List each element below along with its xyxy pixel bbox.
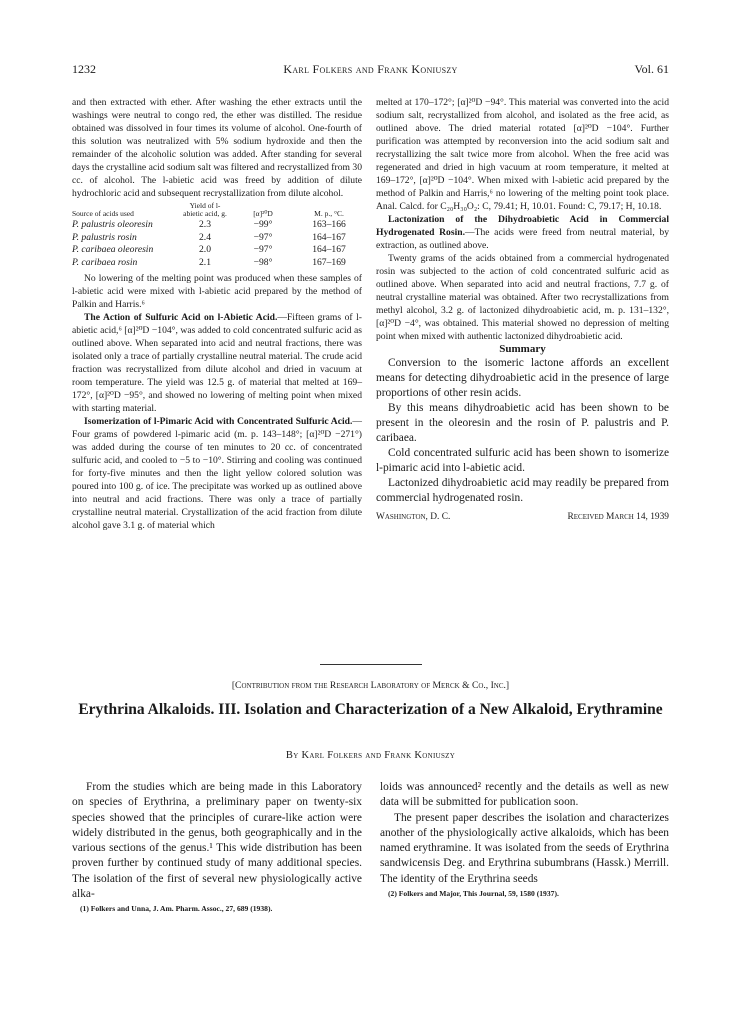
cell-mp: 167–169 — [312, 256, 346, 268]
right-column — [376, 96, 669, 524]
article-left-column — [72, 780, 362, 914]
summary-item: Conversion to the isomeric lactone affords an excellent means for detecting dihydroabietic acid in the presence of large proportions of other resin acids. — [376, 357, 669, 399]
footnote: (1) Folkers and Unna, J. Am. Pharm. Assoc., 27, 689 (1938). — [80, 904, 273, 914]
paragraph: The Action of Sulfuric Acid on l-Abietic Acid.—Fifteen grams of l-abietic acid,⁶ [α]²⁰D −104°, was added to cold concentrated sulfuric acid as outlined above. When separated into acid and neutral fractions, there was isolated only a trace of partially crystalline neutral material. The crude acid fraction was recrystallized from dilute alcohol and dried in vacuum at room temperature. The yield was 12.5 g. of material that melted at 169–172°, [α]²⁰D −95°, and showed no lowering of melting point when mixed with starting material. — [72, 312, 362, 414]
signature-line — [376, 511, 669, 524]
section-heading: Lactonization of the Dihydroabietic Acid in Commercial Hydrogenated Rosin. — [376, 214, 669, 238]
section-heading: The Action of Sulfuric Acid on l-Abietic Acid. — [84, 312, 278, 323]
contribution-line: [Contribution from the Research Laboratory of Merck & Co., Inc.] — [231, 680, 510, 691]
col-header-source: Source of acids used — [72, 209, 134, 218]
volume-label: Vol. 61 — [634, 62, 669, 76]
paragraph: The present paper describes the isolation and characterizes another of the physiologically active alkaloids, which has been named erythramine. It was isolated from the seeds of Erythrina sandwicensis Deg. and Erythrina subumbrans (Hassk.) Merrill. The identity of the Erythrina seeds — [380, 811, 669, 885]
cell-mp: 164–167 — [312, 231, 346, 243]
cell-rotation: −98° — [253, 256, 273, 268]
col-header-rotation: [α]²⁰D — [253, 209, 273, 218]
page-header — [72, 62, 669, 78]
cell-rotation: −97° — [253, 244, 273, 255]
col-header-yield: Yield of l-abietic acid, g. — [183, 201, 227, 218]
paragraph: melted at 170–172°; [α]²⁰D −94°. This material was converted into the acid sodium salt, recrystallized from alcohol, and isolated as the free acid, as outlined above. The dried material rotated [α]²⁰D −104°. Further purification was attempted by reconversion into the acid sodium salt and recrystallizing the salt twice more from alcohol. When the free acid was regenerated and dried in high vacuum at room temperature, it melted at 169–172°, [α]²⁰D −104°. When mixed with l-abietic acid prepared by the method of Palkin and Harris,⁶ no lowering of the melting point took place. Anal. Calcd. for C₂₀H₃₀O₂: C, 79.41; H, 10.01. Found: C, 79.17; H, 10.18. — [376, 97, 669, 212]
summary-item: Cold concentrated sulfuric acid has been shown to isomerize l-pimaric acid into l-abietic acid. — [376, 447, 669, 474]
summary-title: Summary — [499, 343, 546, 355]
table-row — [72, 244, 362, 257]
cell-mp: 164–167 — [312, 244, 346, 255]
running-title: Karl Folkers and Frank Koniuszy — [283, 62, 458, 76]
table-row — [72, 219, 362, 232]
cell-yield: 2.4 — [199, 231, 211, 243]
divider — [320, 664, 422, 665]
summary-section — [376, 356, 669, 506]
cell-yield: 2.1 — [199, 256, 211, 268]
paragraph: loids was announced² recently and the details as well as new data will be submitted for publication soon. — [380, 781, 669, 809]
cell-yield: 2.3 — [199, 219, 211, 230]
paragraph: No lowering of the melting point was produced when these samples of l-abietic acid were mixed with l-abietic acid prepared by the method of Palkin and Harris.⁶ — [72, 273, 362, 310]
col-header-mp: M. p., °C. — [314, 209, 344, 218]
cell-source: P. caribaea rosin — [72, 256, 138, 268]
abietic-acid-table — [72, 200, 362, 269]
cell-rotation: −99° — [253, 219, 273, 230]
table-row — [72, 257, 362, 270]
section-heading: Isomerization of l-Pimaric Acid with Concentrated Sulfuric Acid. — [84, 416, 353, 427]
left-column — [72, 96, 362, 532]
paragraph: From the studies which are being made in this Laboratory on species of Erythrina, a preliminary paper on twenty-six species showed that the principles of curare-like action were widely distributed in the genus, both geographically and in the various sections of the genus.¹ This wide distribution has been proven further by continued study of many additional species. The isolation of the first of several new physiologically active alka- — [72, 781, 362, 901]
sign-place: Washington, D. C. — [376, 512, 451, 522]
cell-rotation: −97° — [253, 231, 273, 243]
footnote: (2) Folkers and Major, This Journal, 59, 1580 (1937). — [388, 889, 559, 899]
page-number: 1232 — [72, 62, 96, 76]
cell-source: P. palustris rosin — [72, 231, 137, 243]
cell-yield: 2.0 — [199, 244, 211, 255]
summary-item: By this means dihydroabietic acid has been shown to be present in the oleoresin and the rosin of P. palustris and P. caribaea. — [376, 402, 669, 444]
received-date: Received March 14, 1939 — [567, 512, 669, 522]
table-header-row — [72, 200, 362, 219]
article-right-column — [380, 780, 669, 899]
summary-item: Lactonized dihydroabietic acid may readily be prepared from commercial hydrogenated rosin. — [376, 477, 669, 504]
paragraph: and then extracted with ether. After washing the ether extracts until the washings were neutral to congo red, the ether was distilled. The residue obtained was dissolved in four times its volume of alcohol. One-fourth of this solution was neutralized with 5% sodium hydroxide and then the remainder of the alcoholic solution was added. After standing for several days the crystalline acid sodium salt was filtered and recrystallized from 30 cc. of alcohol. The l-abietic acid was freed by addition of dilute hydrochloric acid and subsequent recrystallization from dilute alcohol. — [72, 97, 362, 199]
paragraph: Twenty grams of the acids obtained from a commercial hydrogenated rosin was subjected to the action of cold concentrated sulfuric acid as outlined above. When separated into acid and neutral fractions, 7.7 g. of neutral crystalline material was obtained. After two recrystallizations from methyl alcohol, 3.2 g. of lactonized dihydroabietic acid, m. p. 131–132°, [α]²⁰D −4°, was obtained. This material showed no depression of melting point when mixed with authentic lactonized dihydroabietic acid. — [376, 253, 669, 342]
table-row — [72, 232, 362, 245]
cell-mp: 163–166 — [312, 219, 346, 230]
article-title: Erythrina Alkaloids. III. Isolation and Characterization of a New Alkaloid, Erythramine — [78, 701, 663, 718]
cell-source: P. caribaea oleoresin — [72, 244, 154, 255]
byline: By Karl Folkers and Frank Koniuszy — [285, 750, 456, 761]
paragraph: Isomerization of l-Pimaric Acid with Concentrated Sulfuric Acid.—Four grams of powdered l-pimaric acid (m. p. 143–148°; [α]²⁰D −271°) was added during the course of ten minutes to 20 cc. of concentrated sulfuric acid, and cooled to −5 to −10°. Stirring and cooling was continued for forty-five minutes and then the light yellow colored solution was poured into 100 g. of ice. The precipitate was worked up as outlined above into neutral and acid fractions. There was only a trace of partially crystalline neutral material. Crystallization of the acid fraction from dilute alcohol gave 3.1 g. of material which — [72, 416, 362, 531]
cell-source: P. palustris oleoresin — [72, 219, 153, 230]
paragraph: Lactonization of the Dihydroabietic Acid in Commercial Hydrogenated Rosin.—The acids were freed from neutral material, by extraction, as outlined above. — [376, 214, 669, 251]
